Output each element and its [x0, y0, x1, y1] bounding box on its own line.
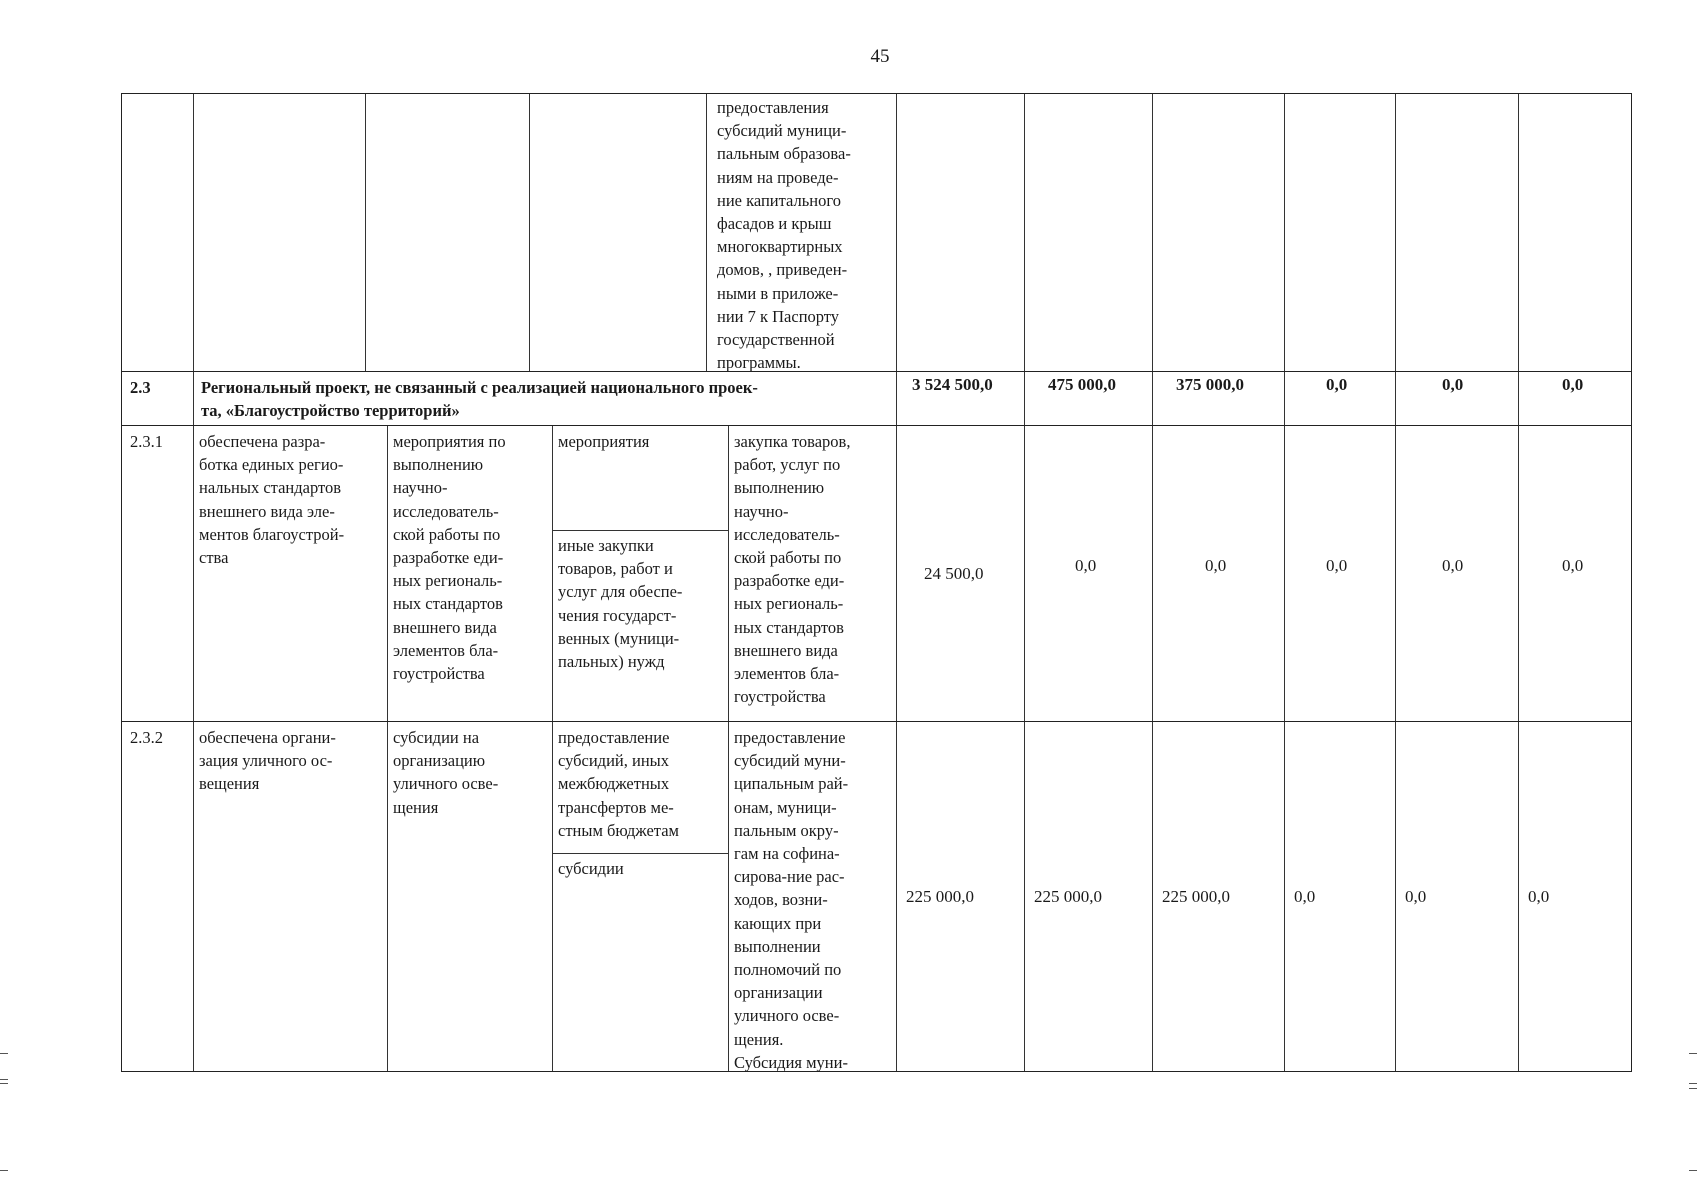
row-2-3-1-result: обеспечена разра- ботка единых регио- нальных стандартов внешнего вида эле- ментов благоустрой- ства	[199, 432, 345, 568]
row-2-3-year2: 375 000,0	[1176, 375, 1244, 394]
row-2-3-2-result: обеспечена органи- зация уличного ос- вещения	[199, 728, 336, 794]
table-row-2-3-2	[121, 721, 1632, 1072]
row-2-3-year4: 0,0	[1442, 375, 1464, 394]
row-2-3-1-year5: 0,0	[1562, 556, 1584, 575]
scan-mark-left-3	[0, 1083, 8, 1084]
row-2-3-2-type-top: предоставление субсидий, иных межбюджетных трансфертов ме- стным бюджетам	[558, 728, 679, 840]
row-2-3-2-description: предоставление субсидий муни- ципальным рай- онам, муници- пальным окру- гам на софина- сирова-ние рас- ходов, возни- кающих при выполнении полномочий по организации уличного осве- щения. Субсидия муни-	[734, 728, 849, 1072]
continuation-description: предоставления субсидий муници- пальным образова- ниям на проведе- ние капитального фасадов и крыш многоквартирных домов, , приведен- ными в приложе- нии 7 к Паспорту государственной программы.	[717, 98, 851, 373]
table-row-2-3-1	[121, 425, 1632, 721]
row-2-3-1-total: 24 500,0	[924, 564, 984, 583]
page-number: 45	[870, 46, 890, 67]
row-2-3-1-year4: 0,0	[1442, 556, 1464, 575]
scan-mark-right-1	[1689, 1053, 1697, 1054]
row-2-3-title: Региональный проект, не связанный с реализацией национального проек- та, «Благоустройство территорий»	[201, 378, 758, 421]
row-2-3-total: 3 524 500,0	[912, 375, 993, 394]
row-2-3-1-type-bottom: иные закупки товаров, работ и услуг для обеспе- чения государст- венных (муници- пальных) нужд	[558, 536, 683, 672]
row-2-3-id: 2.3	[130, 378, 151, 397]
scan-mark-left-4	[0, 1170, 8, 1171]
row-2-3-1-year3: 0,0	[1326, 556, 1348, 575]
row-2-3-1-type-top: мероприятия	[558, 432, 650, 451]
row-2-3-1-id: 2.3.1	[130, 432, 163, 451]
row-2-3-year5: 0,0	[1562, 375, 1584, 394]
row-2-3-2-measure: субсидии на организацию уличного осве- щения	[393, 728, 499, 817]
scan-mark-right-4	[1689, 1170, 1697, 1171]
row-2-3-year3: 0,0	[1326, 375, 1348, 394]
scan-mark-left-1	[0, 1053, 8, 1054]
budget-table	[121, 93, 1632, 1072]
scan-mark-right-3	[1689, 1088, 1697, 1089]
row-2-3-1-description: закупка товаров, работ, услуг по выполнению научно- исследователь- ской работы по разработке еди- ных региональ- ных стандартов внешнего вида элементов бла- гоустройства	[734, 432, 851, 707]
row-2-3-2-year3: 0,0	[1294, 887, 1316, 906]
row-2-3-1-year2: 0,0	[1205, 556, 1227, 575]
row-2-3-2-year5: 0,0	[1528, 887, 1550, 906]
row-2-3-2-year2: 225 000,0	[1162, 887, 1230, 906]
scan-mark-left-2	[0, 1079, 8, 1080]
row-2-3-2-year1: 225 000,0	[1034, 887, 1102, 906]
row-2-3-2-year4: 0,0	[1405, 887, 1427, 906]
scan-mark-right-2	[1689, 1083, 1697, 1084]
row-2-3-1-year1: 0,0	[1075, 556, 1097, 575]
row-2-3-2-id: 2.3.2	[130, 728, 163, 747]
row-2-3-2-total: 225 000,0	[906, 887, 974, 906]
table-row-2-3	[121, 371, 1632, 425]
row-2-3-2-type-bottom: субсидии	[558, 859, 624, 878]
row-2-3-1-measure: мероприятия по выполнению научно- исследователь- ской работы по разработке еди- ных региональ- ных стандартов внешнего вида элементов бла- гоустройства	[393, 432, 506, 684]
row-2-3-year1: 475 000,0	[1048, 375, 1116, 394]
table-row-continuation	[121, 93, 1632, 371]
